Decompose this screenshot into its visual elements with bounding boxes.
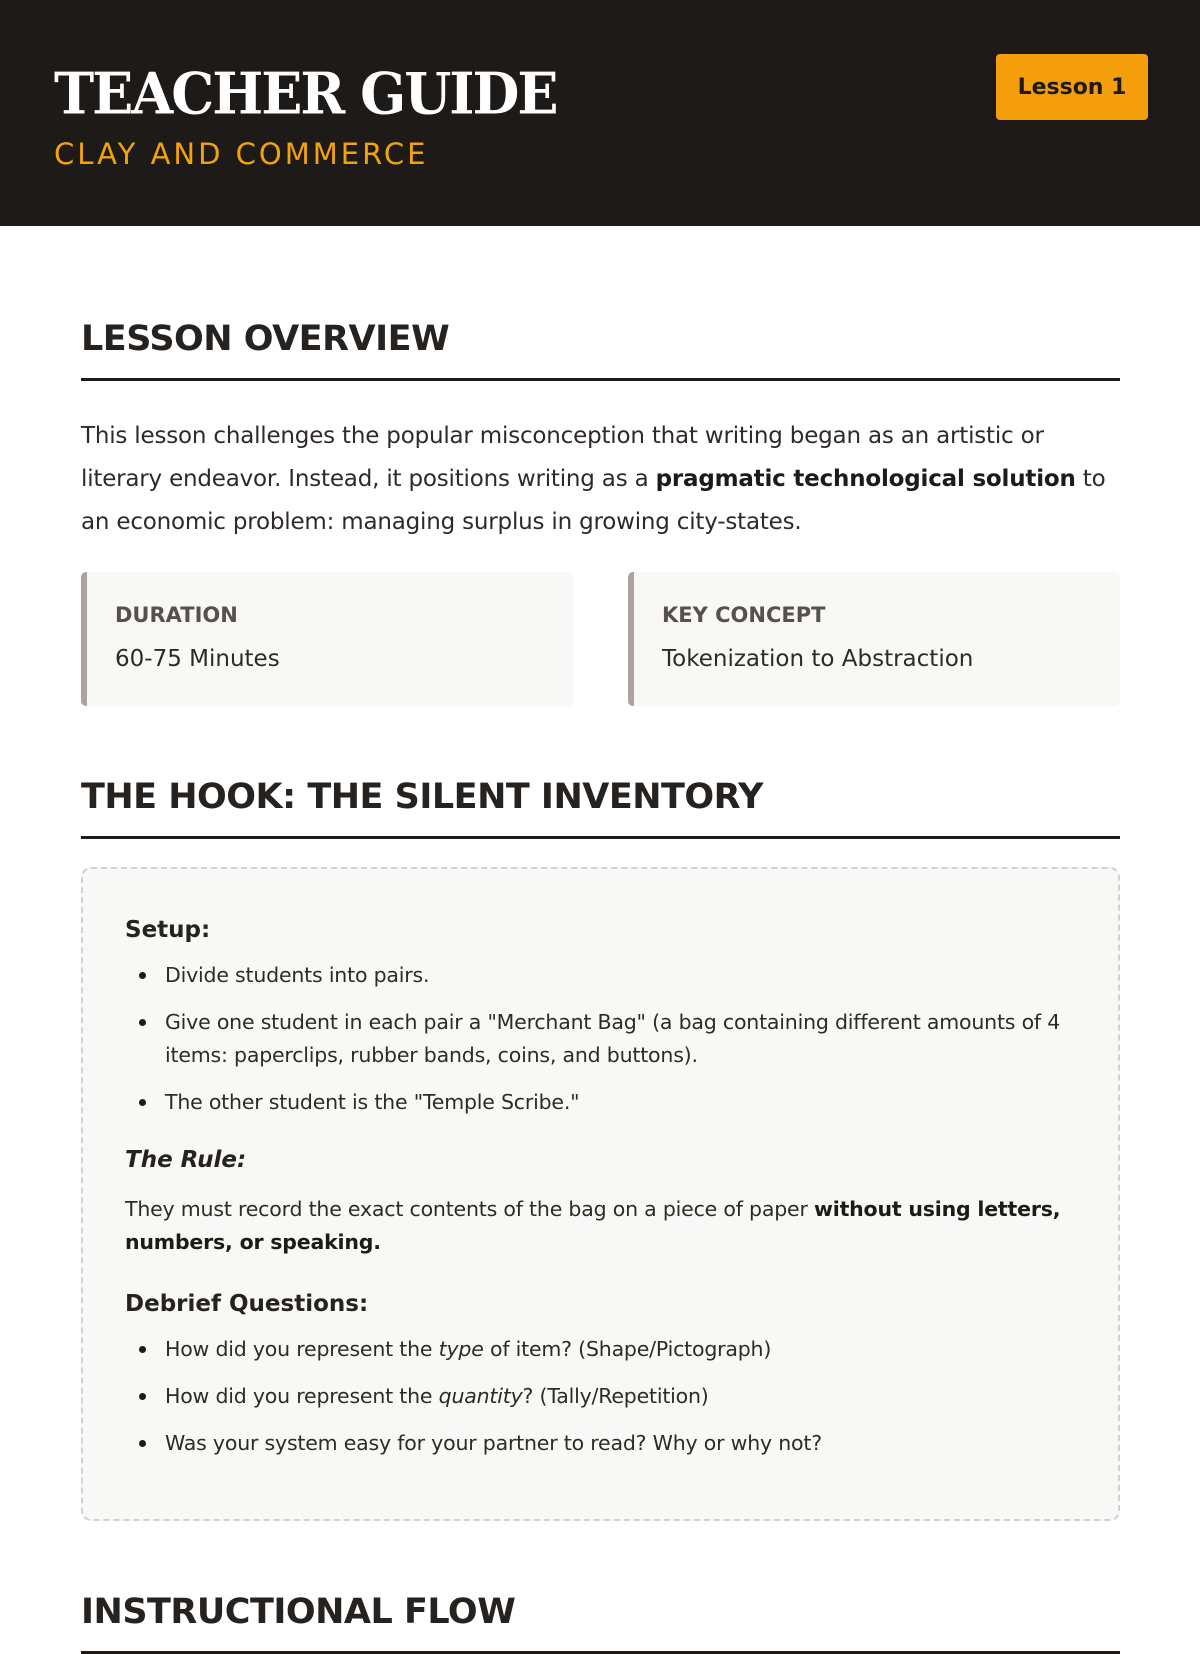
key-concept-label: KEY CONCEPT	[662, 603, 826, 627]
list-item	[125, 1380, 1078, 1413]
duration-value: 60-75 Minutes	[115, 646, 280, 672]
list-item: Divide students into pairs.	[125, 959, 1078, 992]
rule-paragraph	[125, 1193, 1078, 1259]
debrief-text: Was your system easy for your partner to read? Why or why not?	[165, 1431, 822, 1455]
setup-heading: Setup:	[125, 917, 211, 943]
meta-cards	[81, 572, 1120, 706]
rule-text: They must record the exact contents of the bag on a piece of paper	[125, 1197, 814, 1221]
overview-text-end: to an economic problem: managing surplus in growing city-states.	[81, 466, 1106, 535]
lesson-badge: Lesson 1	[996, 54, 1148, 120]
list-item: Give one student in each pair a "Merchant Bag" (a bag containing different amounts of 4 items: paperclips, rubber bands, coins, and buttons).	[125, 1006, 1078, 1072]
list-item	[125, 1333, 1078, 1366]
main-content	[0, 318, 1200, 1654]
debrief-text: How did you represent the	[165, 1384, 439, 1408]
section-title-instructional-flow: INSTRUCTIONAL FLOW	[81, 1591, 1120, 1654]
debrief-text: ? (Tally/Repetition)	[522, 1384, 709, 1408]
key-concept-card	[628, 572, 1120, 706]
debrief-list	[125, 1333, 1078, 1460]
rule-text-bold: without using letters, numbers, or speaking.	[125, 1197, 1061, 1254]
section-title-hook: THE HOOK: THE SILENT INVENTORY	[81, 776, 1120, 839]
rule-heading: The Rule:	[125, 1147, 247, 1173]
section-title-overview: LESSON OVERVIEW	[81, 318, 1120, 381]
duration-label: DURATION	[115, 603, 238, 627]
setup-list	[125, 959, 1078, 1119]
page-subtitle: CLAY AND COMMERCE	[54, 137, 429, 171]
debrief-emphasis: quantity	[438, 1384, 523, 1408]
debrief-emphasis: type	[438, 1337, 484, 1361]
overview-text-start: This lesson challenges the popular misconception that writing began as an artistic or literary endeavor. Instead, it positions writing as a	[81, 423, 1044, 492]
overview-paragraph	[81, 415, 1120, 544]
overview-text-bold: pragmatic technological solution	[655, 466, 1076, 492]
key-concept-value: Tokenization to Abstraction	[662, 646, 974, 672]
hook-activity-box	[81, 867, 1120, 1521]
list-item	[125, 1427, 1078, 1460]
list-item: The other student is the "Temple Scribe."	[125, 1086, 1078, 1119]
page-header	[0, 0, 1200, 226]
duration-card	[81, 572, 573, 706]
debrief-text: of item? (Shape/Pictograph)	[483, 1337, 772, 1361]
debrief-text: How did you represent the	[165, 1337, 439, 1361]
page-title: TEACHER GUIDE	[54, 60, 557, 128]
debrief-heading: Debrief Questions:	[125, 1291, 369, 1317]
